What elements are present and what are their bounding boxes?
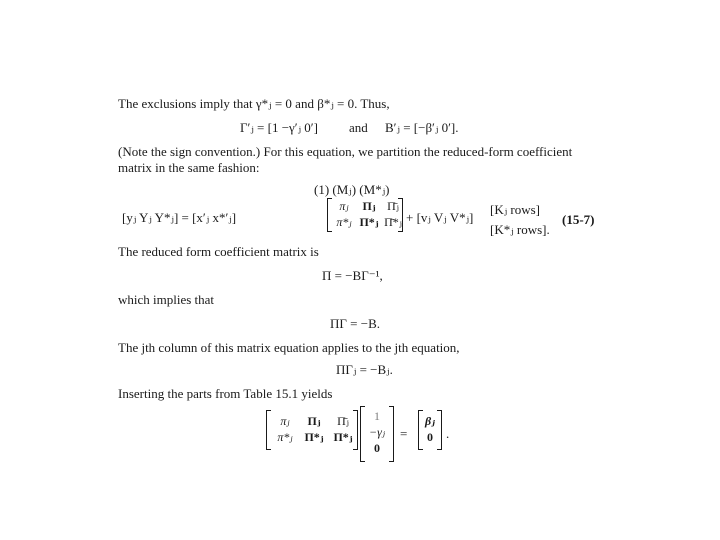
line-reduced-form: The reduced form coefficient matrix is — [118, 244, 319, 259]
right-bracket — [389, 406, 394, 462]
matrix-row-1: πⱼ Πⱼ Π̄ⱼ — [339, 199, 399, 213]
right-bracket — [398, 198, 403, 232]
disturbance-term: + [vⱼ Vⱼ V*ⱼ] — [406, 210, 474, 225]
gamma-prime-eq: Γ′ⱼ = [1 −γ′ⱼ 0′] — [240, 120, 318, 135]
left-bracket — [360, 406, 365, 462]
eq-pi: Π = −BΓ⁻¹, — [322, 268, 383, 283]
b-prime-eq: B′ⱼ = [−β′ⱼ 0′]. — [385, 120, 459, 135]
line-jth-column: The jth column of this matrix equation applies to the jth equation, — [118, 340, 460, 355]
matrix-row-1: πⱼ Πⱼ Π̄ⱼ — [280, 414, 349, 428]
beta-vector — [418, 410, 442, 450]
result-entry: 0 — [427, 430, 433, 444]
rows-label-top: [Kⱼ rows] — [490, 202, 541, 217]
eq-lhs: [yⱼ Yⱼ Y*ⱼ] = [x′ⱼ x*′ⱼ] — [122, 210, 237, 225]
eq-pi-gamma-j: ΠΓⱼ = −Bⱼ. — [336, 362, 393, 377]
coefficient-matrix — [327, 198, 403, 232]
left-bracket — [418, 410, 423, 450]
matrix-row-2: π*ⱼ Π*ⱼ Π*ⱼ — [277, 430, 353, 444]
eq-pi-gamma: ΠΓ = −B. — [330, 316, 380, 331]
left-bracket — [266, 410, 271, 450]
vector-entry: 1 — [374, 409, 380, 423]
line-implies: which implies that — [118, 292, 215, 307]
right-bracket — [353, 410, 358, 450]
line-inserting: Inserting the parts from Table 15.1 yields — [118, 386, 333, 401]
left-bracket — [327, 198, 332, 232]
result-entry: βⱼ — [425, 414, 435, 428]
line-exclusions: The exclusions imply that γ*ⱼ = 0 and β*ⱼ = 0. Thus, — [118, 96, 390, 111]
equals-sign: = — [400, 426, 408, 441]
line-matrix-fashion: matrix in the same fashion: — [118, 160, 260, 175]
vector-entry: −γⱼ — [369, 425, 385, 439]
final-period: . — [446, 426, 450, 441]
matrix-row-2: π*ⱼ Π*ⱼ Π̄*ⱼ — [336, 215, 402, 229]
vector-entry: 0 — [374, 441, 380, 455]
right-bracket — [437, 410, 442, 450]
partition-matrix — [266, 410, 358, 450]
gamma-vector — [360, 406, 394, 462]
equation-number: (15-7) — [562, 212, 595, 227]
rows-label-bottom: [K*ⱼ rows]. — [490, 222, 550, 237]
column-labels: (1) (Mⱼ) (M*ⱼ) — [314, 182, 390, 197]
and-word: and — [349, 120, 368, 135]
line-note-sign: (Note the sign convention.) For this equation, we partition the reduced-form coefficient — [118, 144, 573, 159]
